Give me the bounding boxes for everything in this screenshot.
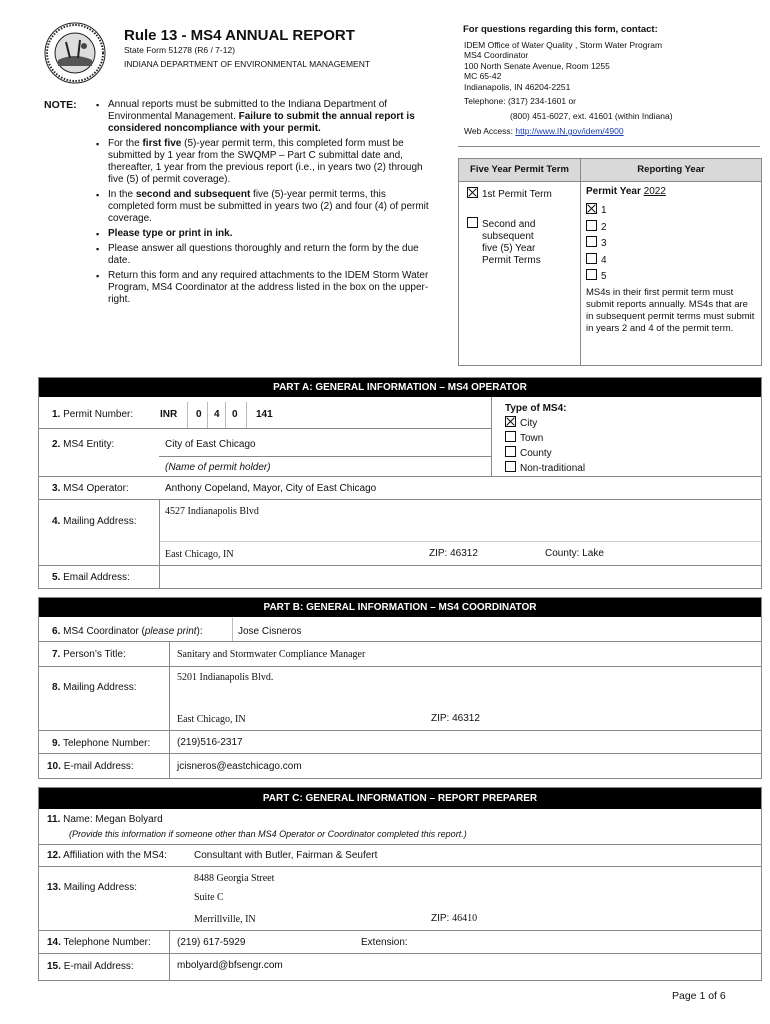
department-name: INDIANA DEPARTMENT OF ENVIRONMENTAL MANAGEMENT xyxy=(124,59,371,69)
item-number: 7. xyxy=(52,649,61,660)
item-number: 15. xyxy=(47,961,61,972)
checkbox[interactable] xyxy=(505,446,516,457)
ms4-operator-label: MS4 Operator: xyxy=(63,483,129,494)
note-label: NOTE: xyxy=(44,99,77,111)
permit-year-value: 2022 xyxy=(643,186,666,197)
checkbox-checked[interactable] xyxy=(467,187,478,198)
ms4-entity-field[interactable]: City of East Chicago xyxy=(165,439,256,450)
permit-digit: 0 xyxy=(196,409,202,420)
mailing-city[interactable]: East Chicago, IN xyxy=(177,714,246,725)
zip-label: ZIP: xyxy=(429,548,448,559)
zip-field[interactable]: 46410 xyxy=(452,913,478,924)
notes-list xyxy=(96,99,434,309)
part-a-heading: PART A: GENERAL INFORMATION – MS4 OPERATOR xyxy=(39,378,761,397)
ms4-type-non-traditional[interactable]: Non-traditional xyxy=(505,461,585,476)
item-number: 2. xyxy=(52,439,61,450)
coordinator-field[interactable]: Jose Cisneros xyxy=(238,626,302,637)
note-item: ▪ In the second and subsequent five (5)-year permit terms, this completed form must be submitted in years two (2) and four (4) of permit coverage. xyxy=(96,189,434,225)
email-field[interactable]: jcisneros@eastchicago.com xyxy=(177,761,302,772)
year-note: MS4s in their first permit term must submit reports annually. MS4s that are in subsequent permit terms must submit in years 2 and 4 of the permit term. xyxy=(586,287,755,334)
checkbox[interactable] xyxy=(586,253,597,264)
checkbox-checked[interactable] xyxy=(505,416,516,427)
part-c-heading: PART C: GENERAL INFORMATION – REPORT PREPARER xyxy=(39,788,761,809)
ms4-type-county[interactable]: County xyxy=(505,446,585,461)
mailing-address-line1[interactable]: 5201 Indianapolis Blvd. xyxy=(177,672,274,683)
mailing-address-line2[interactable]: Suite C xyxy=(194,892,224,903)
mailing-address-label: Mailing Address: xyxy=(63,516,137,527)
item-number: 14. xyxy=(47,937,61,948)
email-label: Email Address: xyxy=(63,572,130,583)
entity-hint: (Name of permit holder) xyxy=(165,462,271,473)
county-field[interactable]: Lake xyxy=(582,548,604,559)
item-number: 4. xyxy=(52,516,61,527)
email-field[interactable]: mbolyard@bfsengr.com xyxy=(177,960,283,971)
year-option-1[interactable]: 1 xyxy=(586,203,607,220)
permit-number-label: Permit Number: xyxy=(63,409,134,420)
zip-label: ZIP: xyxy=(431,713,450,724)
item-number: 6. xyxy=(52,626,61,637)
checkbox[interactable] xyxy=(467,217,478,228)
preparer-name-field[interactable]: Megan Bolyard xyxy=(95,814,163,825)
ms4-operator-field[interactable]: Anthony Copeland, Mayor, City of East Chicago xyxy=(165,483,377,494)
checkbox[interactable] xyxy=(586,220,597,231)
part-a-form xyxy=(38,377,762,589)
telephone-field[interactable]: (219)516-2317 xyxy=(177,737,243,748)
note-item: ▪ Please type or print in ink. xyxy=(96,228,434,240)
zip-field[interactable]: 46312 xyxy=(452,713,480,724)
telephone-label: Telephone Number: xyxy=(63,937,151,948)
note-item: ▪ For the first five (5)-year permit term, this completed form must be submitted by 1 year from the SWQMP – Part C submittal date and, thereafter, 1 year from the previous report (i.e., in years two (2) through five (5) of permit coverage). xyxy=(96,138,434,186)
item-number: 8. xyxy=(52,682,61,693)
checkbox[interactable] xyxy=(586,236,597,247)
mailing-address-label: Mailing Address: xyxy=(63,882,138,893)
preparer-name-label: Name: xyxy=(63,814,93,825)
telephone-field[interactable]: (219) 617-5929 xyxy=(177,937,246,948)
checkbox-checked[interactable] xyxy=(586,203,597,214)
item-number: 1. xyxy=(52,409,61,420)
year-option-5[interactable]: 5 xyxy=(586,269,607,286)
affiliation-label: Affiliation with the MS4: xyxy=(63,850,167,861)
part-b-heading: PART B: GENERAL INFORMATION – MS4 COORDINATOR xyxy=(39,598,761,617)
affiliation-field[interactable]: Consultant with Butler, Fairman & Seufert xyxy=(194,850,378,861)
item-number: 9. xyxy=(52,738,61,749)
permit-suffix: 141 xyxy=(256,409,273,420)
mailing-city[interactable]: East Chicago, IN xyxy=(165,549,234,560)
contact-line: Indianapolis, IN 46204-2251 xyxy=(464,81,571,92)
permit-digit: 0 xyxy=(232,409,238,420)
mailing-city[interactable]: Merrillville, IN xyxy=(194,914,256,925)
extension-label: Extension: xyxy=(361,937,408,948)
person-title-label: Person’s Title: xyxy=(63,649,126,660)
item-number: 11. xyxy=(47,814,61,825)
permit-year-label: Permit Year xyxy=(586,186,641,197)
note-item: ▪ Please answer all questions thoroughly and return the form by the due date. xyxy=(96,243,434,267)
county-label: County: xyxy=(545,548,580,559)
subsequent-term-option[interactable]: Second and subsequent five (5) Year Permit Terms xyxy=(467,217,541,267)
mailing-address-line1[interactable]: 4527 Indianapolis Blvd xyxy=(165,506,259,517)
part-b-form xyxy=(38,597,762,779)
web-access-link[interactable]: http://www.IN.gov/idem/4900 xyxy=(515,126,624,136)
permit-digit: 4 xyxy=(214,409,220,420)
first-term-option[interactable]: 1st Permit Term xyxy=(467,187,552,200)
contact-line: MC 65-42 xyxy=(464,71,502,81)
ms4-type-city[interactable]: City xyxy=(505,416,585,431)
email-field[interactable] xyxy=(159,566,759,587)
contact-telephone-2: (800) 451-6027, ext. 41601 (within Indiana) xyxy=(510,110,673,121)
note-item: ▪ Annual reports must be submitted to the Indiana Department of Environmental Management. Failure to submit the annual report is considered noncompliance with your permit. xyxy=(96,99,434,135)
item-number: 12. xyxy=(47,850,61,861)
checkbox[interactable] xyxy=(505,431,516,442)
checkbox[interactable] xyxy=(586,269,597,280)
zip-field[interactable]: 46312 xyxy=(450,548,478,559)
year-option-4[interactable]: 4 xyxy=(586,253,607,270)
ms4-type-heading: Type of MS4: xyxy=(505,403,567,414)
email-label: E-mail Address: xyxy=(63,761,134,772)
contact-line: MS4 Coordinator xyxy=(464,50,529,60)
item-number: 10. xyxy=(47,761,61,772)
telephone-label: Telephone Number: xyxy=(62,738,151,749)
contact-box xyxy=(458,25,760,147)
item-number: 3. xyxy=(52,483,61,494)
state-seal xyxy=(44,22,106,84)
web-access-label: Web Access: xyxy=(464,126,513,136)
form-id: State Form 51278 (R6 / 7-12) xyxy=(124,45,236,55)
year-option-2[interactable]: 2 xyxy=(586,220,607,237)
contact-telephone: Telephone: (317) 234-1601 or xyxy=(464,96,576,106)
note-item: ▪ Return this form and any required attachments to the IDEM Storm Water Program, MS4 Coordinator at the address listed in the box on the upper-right. xyxy=(96,270,434,306)
year-option-3[interactable]: 3 xyxy=(586,236,607,253)
term-col-header: Five Year Permit Term xyxy=(459,159,581,182)
page-number: Page 1 of 6 xyxy=(672,990,726,1002)
zip-label: ZIP: xyxy=(431,913,450,924)
person-title-field[interactable]: Sanitary and Stormwater Compliance Manager xyxy=(177,649,366,660)
reporting-year-header: Reporting Year xyxy=(581,159,761,182)
form-title: Rule 13 - MS4 ANNUAL REPORT xyxy=(124,27,355,44)
item-number: 5. xyxy=(52,572,61,583)
contact-heading: For questions regarding this form, contact: xyxy=(463,24,658,35)
contact-line: 100 North Senate Avenue, Room 1255 xyxy=(464,60,610,71)
preparer-hint: (Provide this information if someone other than MS4 Operator or Coordinator completed this report.) xyxy=(69,829,467,839)
permit-prefix: INR xyxy=(160,409,178,420)
coordinator-label: MS4 Coordinator (please print): xyxy=(63,626,203,637)
checkbox[interactable] xyxy=(505,461,516,472)
part-c-form xyxy=(38,787,762,981)
extension-field[interactable] xyxy=(419,933,719,951)
ms4-entity-label: MS4 Entity: xyxy=(63,439,115,450)
contact-line: IDEM Office of Water Quality , Storm Water Program xyxy=(464,39,663,50)
mailing-address-label: Mailing Address: xyxy=(63,682,137,693)
mailing-address-line1[interactable]: 8488 Georgia Street xyxy=(194,873,275,884)
permit-term-table xyxy=(458,158,762,366)
item-number: 13. xyxy=(47,882,61,893)
ms4-type-town[interactable]: Town xyxy=(505,431,585,446)
email-label: E-mail Address: xyxy=(63,961,134,972)
